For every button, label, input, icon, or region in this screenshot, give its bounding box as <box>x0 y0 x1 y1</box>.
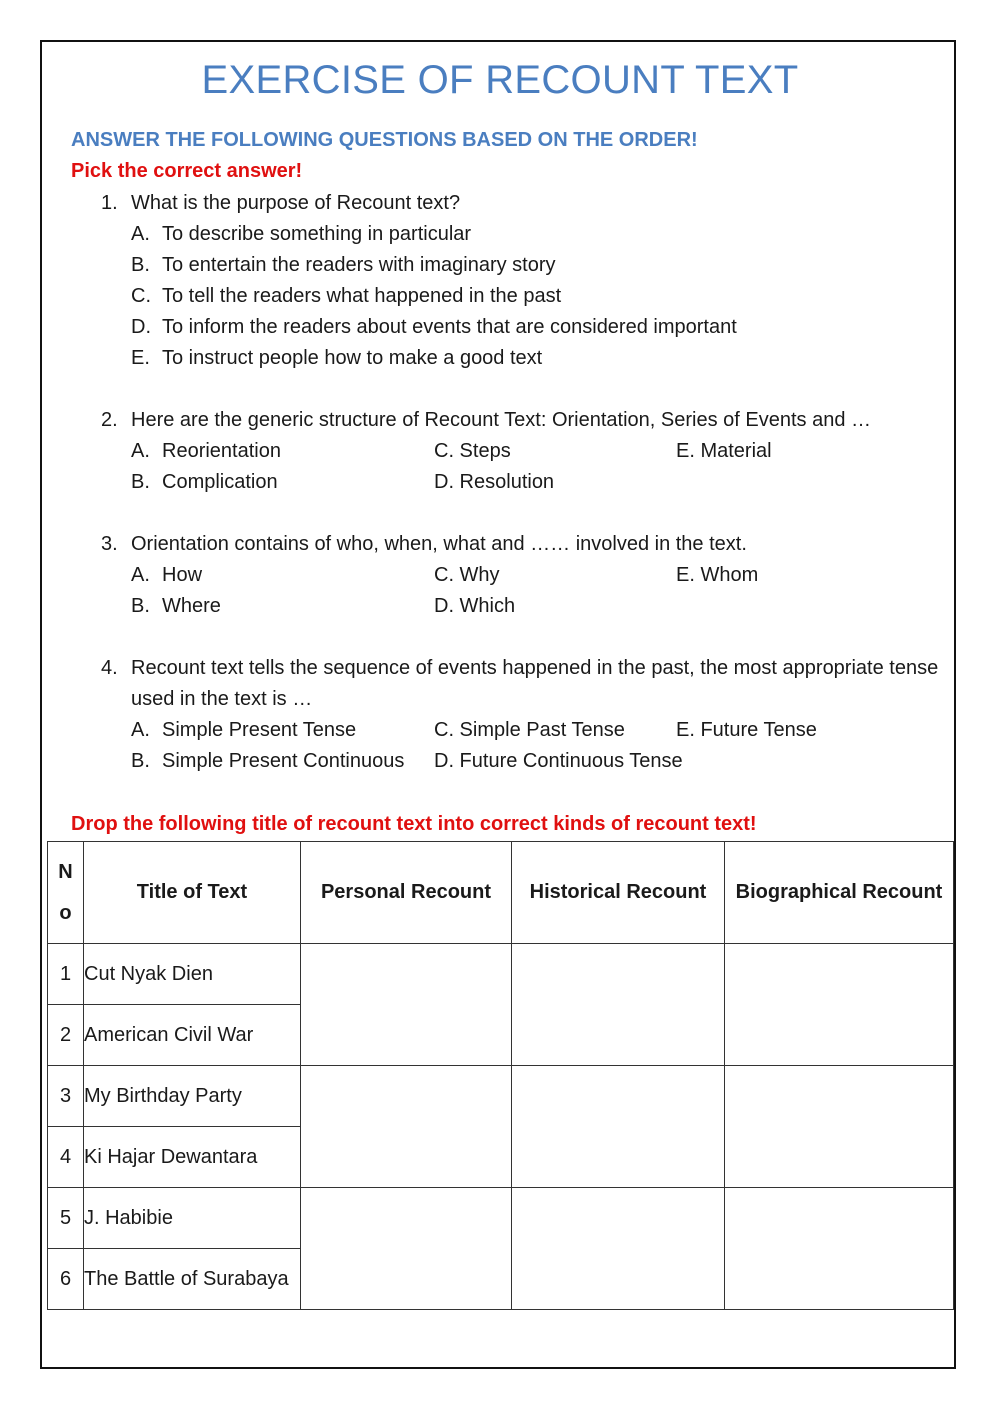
worksheet-title: EXERCISE OF RECOUNT TEXT <box>201 58 799 102</box>
option-letter: A. <box>131 719 150 741</box>
draggable-title[interactable]: Cut Nyak Dien <box>84 944 301 1005</box>
header-biographical-recount: Biographical Recount <box>725 842 954 944</box>
answer-option[interactable] <box>676 564 758 587</box>
draggable-title[interactable]: J. Habibie <box>84 1188 301 1249</box>
answer-option[interactable] <box>131 440 281 463</box>
drop-zone-historical[interactable] <box>512 944 725 1066</box>
draggable-title[interactable]: American Civil War <box>84 1005 301 1066</box>
option-text: E. Material <box>676 440 772 462</box>
option-letter: E. <box>131 347 150 369</box>
draggable-title[interactable]: Ki Hajar Dewantara <box>84 1127 301 1188</box>
answer-option[interactable] <box>434 719 625 742</box>
header-title: Title of Text <box>84 842 301 944</box>
option-text: To instruct people how to make a good text <box>162 347 543 369</box>
drop-zone-biographical[interactable] <box>725 1188 954 1310</box>
option-letter: B. <box>131 471 150 493</box>
answer-option[interactable] <box>131 223 471 246</box>
option-text: To entertain the readers with imaginary story <box>162 254 556 276</box>
drop-zone-biographical[interactable] <box>725 1066 954 1188</box>
table-header-row <box>48 842 954 944</box>
question-text: What is the purpose of Recount text? <box>131 192 461 214</box>
header-personal-recount: Personal Recount <box>301 842 512 944</box>
answer-option[interactable] <box>131 285 561 308</box>
option-text: To inform the readers about events that are considered important <box>162 316 737 338</box>
table-row <box>48 944 954 1005</box>
question-text: Here are the generic structure of Recount Text: Orientation, Series of Events and … <box>131 409 872 431</box>
option-letter: B. <box>131 595 150 617</box>
option-text: Simple Present Tense <box>162 719 357 741</box>
question-text: Recount text tells the sequence of events happened in the past, the most appropriate tense <box>131 657 939 679</box>
instruction-heading: ANSWER THE FOLLOWING QUESTIONS BASED ON THE ORDER! <box>71 129 698 151</box>
drop-zone-personal[interactable] <box>301 944 512 1066</box>
option-letter: D. <box>131 316 151 338</box>
row-number: 6 <box>48 1249 84 1310</box>
drop-zone-personal[interactable] <box>301 1188 512 1310</box>
question-text-continued: used in the text is … <box>131 688 313 710</box>
question-number: 3. <box>101 533 118 555</box>
answer-option[interactable] <box>131 750 404 773</box>
answer-option[interactable] <box>131 316 737 339</box>
option-text: C. Why <box>434 564 500 586</box>
question-number: 2. <box>101 409 118 431</box>
option-text: D. Future Continuous Tense <box>434 750 683 772</box>
row-number: 5 <box>48 1188 84 1249</box>
question-text: Orientation contains of who, when, what and …… involved in the text. <box>131 533 747 555</box>
header-no: N o <box>48 842 84 944</box>
row-number: 3 <box>48 1066 84 1127</box>
answer-option[interactable] <box>434 471 554 494</box>
option-text: C. Simple Past Tense <box>434 719 625 741</box>
section2-heading: Drop the following title of recount text into correct kinds of recount text! <box>71 813 757 835</box>
option-text: Simple Present Continuous <box>162 750 405 772</box>
option-text: How <box>162 564 203 586</box>
table-row <box>48 1066 954 1127</box>
option-text: Complication <box>162 471 278 493</box>
option-letter: A. <box>131 564 150 586</box>
recount-sort-table <box>47 841 954 1310</box>
answer-option[interactable] <box>434 440 511 463</box>
option-letter: A. <box>131 440 150 462</box>
option-letter: B. <box>131 750 150 772</box>
question-number: 4. <box>101 657 118 679</box>
row-number: 1 <box>48 944 84 1005</box>
draggable-title[interactable]: The Battle of Surabaya <box>84 1249 301 1310</box>
answer-option[interactable] <box>676 719 817 742</box>
option-text: To describe something in particular <box>162 223 472 245</box>
question-number: 1. <box>101 192 118 214</box>
answer-option[interactable] <box>131 719 356 742</box>
answer-option[interactable] <box>131 254 556 277</box>
option-letter: C. <box>131 285 151 307</box>
option-text: C. Steps <box>434 440 511 462</box>
answer-option[interactable] <box>676 440 772 463</box>
table-row <box>48 1188 954 1249</box>
answer-option[interactable] <box>131 595 221 618</box>
drop-zone-personal[interactable] <box>301 1066 512 1188</box>
option-letter: A. <box>131 223 150 245</box>
option-text: Where <box>162 595 221 617</box>
option-text: D. Resolution <box>434 471 555 493</box>
answer-option[interactable] <box>131 471 278 494</box>
drop-zone-historical[interactable] <box>512 1188 725 1310</box>
answer-option[interactable] <box>131 564 202 587</box>
option-text: To tell the readers what happened in the past <box>162 285 562 307</box>
drop-zone-biographical[interactable] <box>725 944 954 1066</box>
section1-heading: Pick the correct answer! <box>71 160 303 182</box>
answer-option[interactable] <box>434 564 500 587</box>
option-text: Reorientation <box>162 440 281 462</box>
header-historical-recount: Historical Recount <box>512 842 725 944</box>
option-letter: B. <box>131 254 150 276</box>
draggable-title[interactable]: My Birthday Party <box>84 1066 301 1127</box>
option-text: E. Whom <box>676 564 759 586</box>
answer-option[interactable] <box>434 595 515 618</box>
row-number: 2 <box>48 1005 84 1066</box>
option-text: D. Which <box>434 595 516 617</box>
row-number: 4 <box>48 1127 84 1188</box>
option-text: E. Future Tense <box>676 719 817 741</box>
answer-option[interactable] <box>131 347 542 370</box>
drop-zone-historical[interactable] <box>512 1066 725 1188</box>
answer-option[interactable] <box>434 750 683 773</box>
